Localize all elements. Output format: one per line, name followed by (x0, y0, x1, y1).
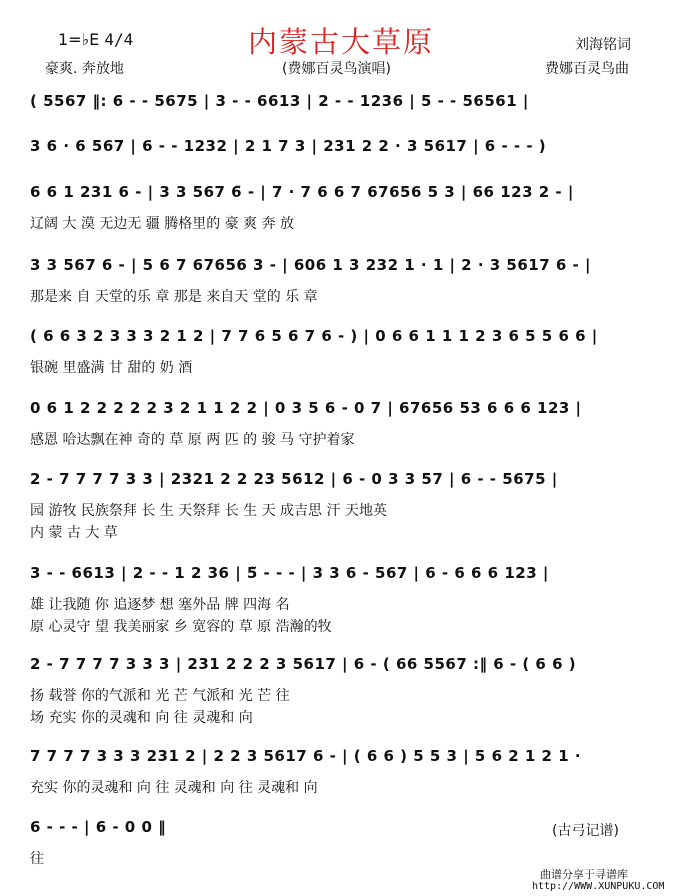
footer-site-text: 曲谱分享于寻谱库 (540, 868, 628, 881)
lyric-line: 充实 你的灵魂和 向 往 灵魂和 向 往 灵魂和 向 (30, 780, 318, 796)
lyric-line-2: 场 充实 你的灵魂和 向 往 灵魂和 向 (30, 710, 253, 726)
tempo-mark: 豪爽. 奔放地 (45, 61, 124, 77)
transcriber-credit: (古弓记谱) (552, 823, 619, 839)
time-signature: 4/4 (104, 30, 134, 49)
composer: 费娜百灵鸟曲 (545, 61, 629, 77)
notation-line: 6 - - - | 6 - 0 0 ‖ (30, 818, 167, 836)
notation-line: 2 - 7 7 7 7 3 3 3 | 231 2 2 2 3 5617 | 6 - ( 66 5567 :‖ 6 - ( 6 6 ) (30, 655, 577, 673)
footer-url-link[interactable]: http://WWW.XUNPUKU.COM (532, 881, 665, 892)
notation-line: ( 5567 ‖: 6 - - 5675 | 3 - - 6613 | 2 - - 1236 | 5 - - 56561 | (30, 92, 529, 110)
lyric-line: 往 (30, 851, 44, 867)
notation-line: 2 - 7 7 7 7 3 3 | 2321 2 2 23 5612 | 6 - 0 3 3 57 | 6 - - 5675 | (30, 470, 558, 488)
lyric-line-2: 原 心灵守 望 我美丽家 乡 宽容的 草 原 浩瀚的牧 (30, 619, 332, 635)
lyric-line: 雄 让我随 你 追逐梦 想 塞外品 牌 四海 名 (30, 597, 290, 613)
lyric-line: 那是来 自 天堂的乐 章 那是 来自天 堂的 乐 章 (30, 289, 318, 305)
lyric-line: 银碗 里盛满 甘 甜的 奶 酒 (30, 360, 193, 376)
notation-line: 7 7 7 7 3 3 3 231 2 | 2 2 3 5617 6 - | ( 6 6 ) 5 5 3 | 5 6 2 1 2 1 · (30, 747, 582, 765)
lyric-line-2: 内 蒙 古 大 草 (30, 525, 118, 541)
performer: (费娜百灵鸟演唱) (282, 61, 391, 77)
notation-line: 6 6 1 231 6 - | 3 3 567 6̃ - | 7 · 7 6 6 7 67656 5 3 | 66 123 2 - | (30, 183, 574, 201)
key-signature (58, 30, 133, 49)
notation-line: 3 3 567 6 - | 5 6 7 67656 3 - | 606 1 3 232 1 · 1 | 2 · 3 5617 6 - | (30, 256, 591, 274)
notation-line: 3 - - 6613 | 2 - - 1 2 36 | 5̃ - - - | 3 3 6 - 567 | 6 - 6 6 6 123 | (30, 564, 549, 582)
notation-line: 0 6 1 2 2 2 2 2 3 2 1 1 2 2 | 0 3 5 6 - 0 7 | 67656 53 6 6 6 123 | (30, 399, 582, 417)
song-title: 内蒙古大草原 (248, 25, 435, 59)
lyric-line: 扬 载誉 你的气派和 光 芒 气派和 光 芒 往 (30, 688, 290, 704)
notation-line: ( 6 6 3 2 3 3 3 2 1 2 | 7 7 6 5 6 7 6 - ) | 0 6 6 1 1 1 2 3 6 5 5 6 6 | (30, 327, 598, 345)
lyric-line: 感恩 哈达飘在神 奇的 草 原 两 匹 的 骏 马 守护着家 (30, 432, 355, 448)
lyric-line: 园 游牧 民族祭拜 长 生 天祭拜 长 生 天 成吉思 汗 天地英 (30, 503, 387, 519)
lyricist: 刘海铭词 (575, 37, 631, 53)
lyric-line: 辽阔 大 漠 无边无 疆 腾格里的 豪 爽 奔 放 (30, 216, 295, 232)
notation-line: 3 6 · 6 567 | 6 - - 1232 | 2 1 7 3 | 231 2 2 · 3 5617 | 6 - - - ) (30, 137, 547, 155)
key-text: 1=♭E (58, 30, 100, 49)
